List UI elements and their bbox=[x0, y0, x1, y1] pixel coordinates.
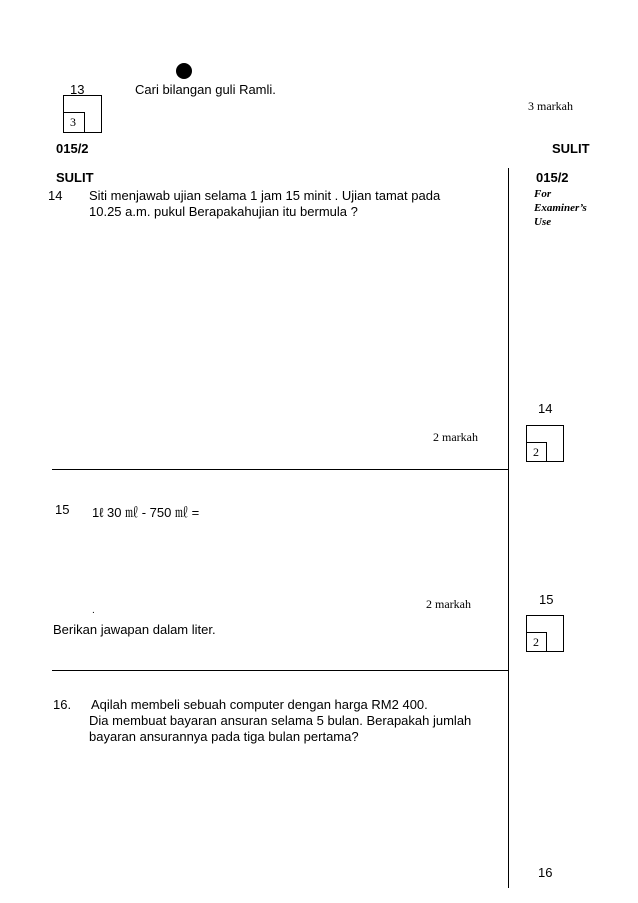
q16-text-line3: bayaran ansurannya pada tiga bulan pertama? bbox=[89, 729, 359, 744]
q14-score-value: 2 bbox=[533, 445, 539, 459]
q14-number: 14 bbox=[48, 188, 63, 203]
divider-after-q15 bbox=[52, 670, 508, 671]
q15-number: 15 bbox=[55, 502, 70, 517]
examiner-column-divider bbox=[508, 168, 509, 888]
examiner-label-for: For bbox=[534, 188, 552, 200]
bullet-dot-icon bbox=[176, 63, 192, 79]
q16-text-line1: Aqilah membeli sebuah computer dengan harga RM2 400. bbox=[91, 697, 428, 712]
q15-instruction: Berikan jawapan dalam liter. bbox=[53, 622, 216, 637]
q16-number: 16. bbox=[53, 697, 72, 712]
header-sulit-right: SULIT bbox=[552, 141, 590, 156]
q15-expression: 1ℓ 30 ㎖ - 750 ㎖ = bbox=[92, 505, 200, 520]
q13-text: Cari bilangan guli Ramli. bbox=[135, 82, 276, 97]
q15-marks: 2 markah bbox=[426, 597, 471, 611]
q13-number: 13 bbox=[70, 82, 85, 97]
q14-marks: 2 markah bbox=[433, 430, 478, 444]
header-sulit-left: SULIT bbox=[56, 170, 94, 185]
divider-after-q14 bbox=[52, 469, 508, 470]
q16-text-line2: Dia membuat bayaran ansuran selama 5 bulan. Berapakah jumlah bbox=[89, 713, 472, 728]
q14-margin-label: 14 bbox=[538, 401, 553, 416]
q15-dot: . bbox=[92, 605, 95, 616]
q15-margin-label: 15 bbox=[539, 592, 554, 607]
header-code-left: 015/2 bbox=[56, 141, 89, 156]
q14-text-line2: 10.25 a.m. pukul Berapakahujian itu bermula ? bbox=[89, 204, 358, 219]
examiner-label-examiners: Examiner’s bbox=[534, 202, 587, 214]
page-number: 16 bbox=[538, 865, 553, 880]
examiner-label-use: Use bbox=[534, 216, 552, 228]
q13-marks: 3 markah bbox=[528, 99, 573, 113]
q14-text-line1: Siti menjawab ujian selama 1 jam 15 minit . Ujian tamat pada bbox=[89, 188, 441, 203]
q13-score-value: 3 bbox=[70, 115, 76, 129]
header-code-right: 015/2 bbox=[536, 170, 569, 185]
q15-score-value: 2 bbox=[533, 635, 539, 649]
